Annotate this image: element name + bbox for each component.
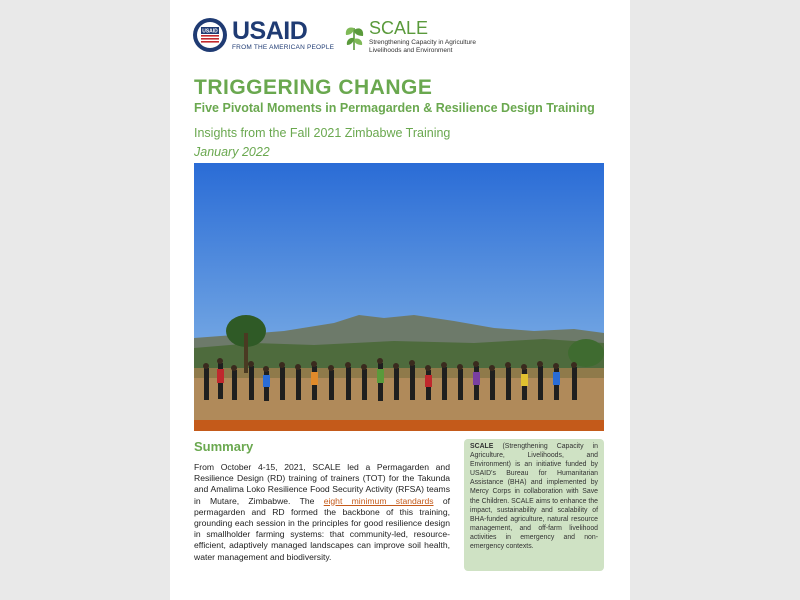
summary-text-start: From October 4-15, 2021, SCALE led a Permagarden and Resilience Design (RD) training of trainers (TOT) for the Takunda and Amalima Loko Resilience Food Security Activity (RFSA) teams in Mutare, Zimbabwe. The bbox=[194, 462, 450, 506]
usaid-tagline: FROM THE AMERICAN PEOPLE bbox=[232, 44, 335, 51]
scale-logo bbox=[342, 18, 492, 58]
scale-info-text bbox=[470, 442, 598, 551]
insights-line: Insights from the Fall 2021 Zimbabwe Training bbox=[194, 126, 451, 140]
summary-heading: Summary bbox=[194, 439, 254, 454]
usaid-logo bbox=[192, 17, 335, 57]
scale-tagline bbox=[369, 39, 476, 55]
document-subtitle: Five Pivotal Moments in Permagarden & Resilience Design Training bbox=[194, 101, 595, 115]
scale-tagline-line-2: Livelihoods and Environment bbox=[369, 47, 453, 54]
scale-tagline-line-1: Strengthening Capacity in Agriculture bbox=[369, 39, 476, 46]
leaf-sprout-icon bbox=[342, 20, 366, 52]
summary-paragraph bbox=[194, 462, 450, 563]
eight-minimum-standards-link[interactable]: eight minimum standards bbox=[323, 495, 434, 506]
summary-text-end: of permagarden and RD formed the backbone of this training, grounding each session in the principles for good resilience design in smallholder farming systems: that community-led, resource-efficient, adaptively managed landscapes can improve soil health, water management and biodiversity. bbox=[194, 495, 450, 562]
document-date: January 2022 bbox=[194, 145, 270, 159]
usaid-wordmark: USAID bbox=[232, 17, 308, 45]
scale-info-body: (Strengthening Capacity in Agriculture, Livelihoods, and Environment) is an initiative funded by USAID’s Bureau for Humanitarian Assistance (BHA) and implemented by Mercy Corps in collaboration with Save the Children. SCALE aims to enhance the impact, sustainability and scalability of BHA-funded agriculture, natural resource management, and off-farm livelihood activities in emergency and non-emergency contexts. bbox=[470, 443, 598, 551]
usaid-seal-icon bbox=[192, 17, 228, 53]
training-group-photo bbox=[194, 163, 604, 420]
scale-wordmark: SCALE bbox=[369, 18, 429, 38]
scale-info-box bbox=[464, 439, 604, 571]
document-title: TRIGGERING CHANGE bbox=[194, 76, 433, 99]
scale-info-lead: SCALE bbox=[470, 443, 494, 450]
section-divider bbox=[194, 420, 604, 431]
usaid-seal-text: USAID bbox=[202, 28, 218, 35]
